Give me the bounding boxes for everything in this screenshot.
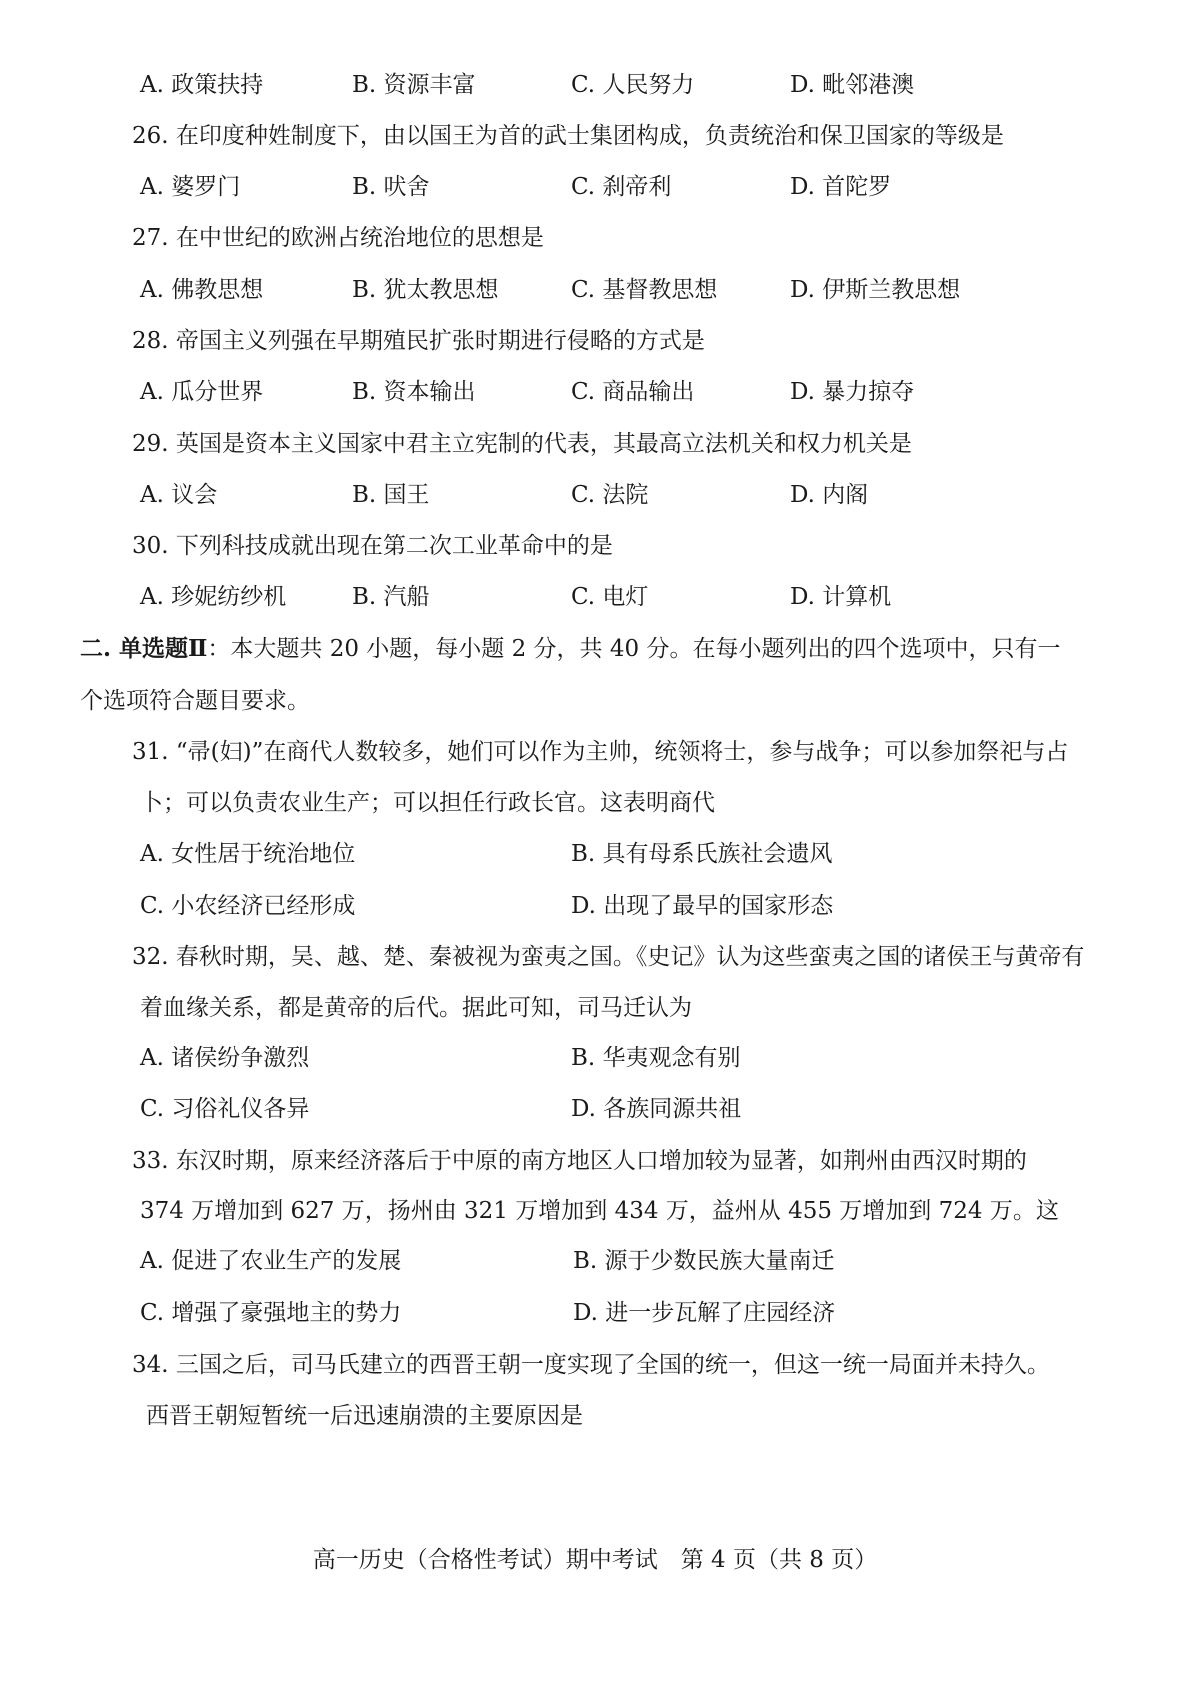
q31-option-b: B. 具有母系氏族社会遗风 <box>571 841 833 867</box>
q29-stem: 29. 英国是资本主义国家中君主立宪制的代表，其最高立法机关和权力机关是 <box>132 431 912 457</box>
q28-stem: 28. 帝国主义列强在早期殖民扩张时期进行侵略的方式是 <box>132 328 705 354</box>
q27-stem: 27. 在中世纪的欧洲占统治地位的思想是 <box>132 225 544 251</box>
q33-option-c: C. 增强了豪强地主的势力 <box>140 1300 402 1326</box>
q30-option-c: C. 电灯 <box>571 584 649 610</box>
section-2-instructions-line1: ：本大题共 20 小题，每小题 2 分，共 40 分。在每小题列出的四个选项中，只有一 <box>207 636 1061 662</box>
q30-stem: 30. 下列科技成就出现在第二次工业革命中的是 <box>132 533 613 559</box>
q25-option-c: C. 人民努力 <box>571 72 695 98</box>
q32-option-d: D. 各族同源共祖 <box>571 1096 742 1122</box>
q28-option-d: D. 暴力掠夺 <box>790 379 915 405</box>
q32-option-a: A. 诸侯纷争激烈 <box>140 1045 310 1071</box>
q26-stem: 26. 在印度种姓制度下，由以国王为首的武士集团构成，负责统治和保卫国家的等级是 <box>132 123 1004 149</box>
q31-option-c: C. 小农经济已经形成 <box>140 893 356 919</box>
q26-option-c: C. 刹帝利 <box>571 174 672 200</box>
section-2-heading <box>80 634 1060 664</box>
q33-stem-line1: 33. 东汉时期，原来经济落后于中原的南方地区人口增加较为显著，如荆州由西汉时期的 <box>132 1148 1027 1174</box>
q27-option-a: A. 佛教思想 <box>140 277 264 303</box>
q26-option-a: A. 婆罗门 <box>140 174 241 200</box>
section-2-title: 二. 单选题Ⅱ <box>80 635 208 662</box>
q34-stem-line2: 西晋王朝短暂统一后迅速崩溃的主要原因是 <box>146 1403 583 1429</box>
q33-option-a: A. 促进了农业生产的发展 <box>140 1248 402 1274</box>
q29-option-c: C. 法院 <box>571 482 649 508</box>
q25-option-d: D. 毗邻港澳 <box>790 72 915 98</box>
q32-stem-line2: 着血缘关系，都是黄帝的后代。据此可知，司马迁认为 <box>140 995 692 1021</box>
q34-stem-line1: 34. 三国之后，司马氏建立的西晋王朝一度实现了全国的统一，但这一统一局面并未持久。 <box>132 1352 1050 1378</box>
q27-option-c: C. 基督教思想 <box>571 277 718 303</box>
q30-option-d: D. 计算机 <box>790 584 892 610</box>
q25-option-b: B. 资源丰富 <box>352 72 476 98</box>
section-2-instructions-line2: 个选项符合题目要求。 <box>80 688 310 714</box>
q28-option-a: A. 瓜分世界 <box>140 379 264 405</box>
q32-option-c: C. 习俗礼仪各异 <box>140 1096 310 1122</box>
q30-option-a: A. 珍妮纺纱机 <box>140 584 287 610</box>
q28-option-b: B. 资本输出 <box>352 379 476 405</box>
q27-option-b: B. 犹太教思想 <box>352 277 499 303</box>
page-footer: 高一历史（合格性考试）期中考试 第 4 页（共 8 页） <box>312 1547 878 1573</box>
q31-stem-line2: 卜；可以负责农业生产；可以担任行政长官。这表明商代 <box>140 790 715 816</box>
q29-option-d: D. 内阁 <box>790 482 869 508</box>
q29-option-b: B. 国王 <box>352 482 430 508</box>
q32-option-b: B. 华夷观念有别 <box>571 1045 741 1071</box>
q32-stem-line1: 32. 春秋时期，吴、越、楚、秦被视为蛮夷之国。《史记》认为这些蛮夷之国的诸侯王与黄帝有 <box>132 944 1085 970</box>
q33-stem-line2: 374 万增加到 627 万，扬州由 321 万增加到 434 万，益州从 455 万增加到 724 万。这 <box>140 1198 1059 1224</box>
q27-option-d: D. 伊斯兰教思想 <box>790 277 961 303</box>
q26-option-d: D. 首陀罗 <box>790 174 892 200</box>
q31-option-a: A. 女性居于统治地位 <box>140 841 356 867</box>
q28-option-c: C. 商品输出 <box>571 379 695 405</box>
q30-option-b: B. 汽船 <box>352 584 430 610</box>
q33-option-d: D. 进一步瓦解了庄园经济 <box>573 1300 836 1326</box>
q31-option-d: D. 出现了最早的国家形态 <box>571 893 834 919</box>
q29-option-a: A. 议会 <box>140 482 218 508</box>
q31-stem-line1: 31. “帚(妇)”在商代人数较多，她们可以作为主帅，统领将士，参与战争；可以参加祭祀与占 <box>132 739 1069 765</box>
q25-option-a: A. 政策扶持 <box>140 72 264 98</box>
q26-option-b: B. 吠舍 <box>352 174 430 200</box>
q33-option-b: B. 源于少数民族大量南迁 <box>573 1248 835 1274</box>
